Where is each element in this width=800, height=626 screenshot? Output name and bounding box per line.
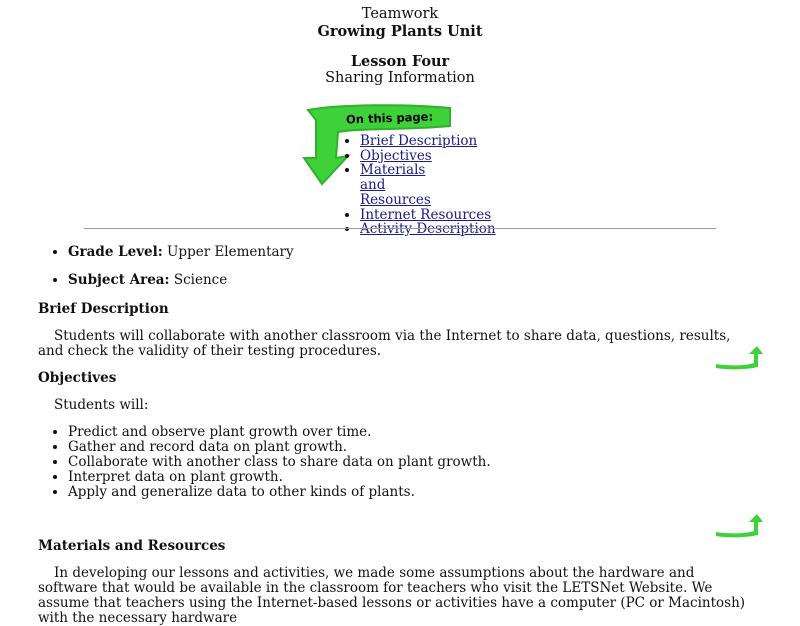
- back-to-top-arrow-icon[interactable]: [714, 344, 764, 370]
- toc-link-materials[interactable]: Materials and Resources: [360, 162, 431, 208]
- grade-level-item: [68, 244, 294, 261]
- series-title: Teamwork: [361, 6, 439, 22]
- objectives-heading: Objectives: [38, 370, 117, 386]
- toc-link-objectives[interactable]: Objectives: [360, 147, 432, 164]
- divider: [84, 228, 716, 229]
- list-item: • Interpret data on plant growth.: [68, 470, 491, 485]
- table-of-contents: [332, 134, 496, 237]
- list-item: • Apply and generalize data to other kinds of plants.: [68, 485, 491, 500]
- toc-link-internet-resources[interactable]: Internet Resources: [360, 206, 492, 223]
- materials-text: In developing our lessons and activities, we made some assumptions about the hardware and software that would be available in the classroom for teachers who visit the LETSNet Website. We assume that teachers using the Internet-based lessons or activities have a computer (PC or Macintosh) with the necessary hardware: [38, 565, 746, 626]
- toc-item: [360, 163, 448, 207]
- toc-item: [360, 208, 496, 223]
- grade-level-value: Upper Elementary: [167, 244, 294, 260]
- materials-heading: Materials and Resources: [38, 538, 226, 554]
- toc-link-activity-description[interactable]: Activity Description: [360, 221, 496, 238]
- lesson-title: Sharing Information: [325, 70, 475, 86]
- subject-area-label: Subject Area:: [68, 272, 170, 288]
- on-this-page-label: On this page:: [345, 109, 434, 127]
- list-item: • Predict and observe plant growth over time.: [68, 425, 491, 440]
- list-item: • Collaborate with another class to share data on plant growth.: [68, 455, 491, 470]
- back-to-top-arrow-icon[interactable]: [714, 512, 764, 538]
- brief-description-text: Students will collaborate with another classroom via the Internet to share data, questions, results, and check the validity of their testing procedures.: [38, 328, 731, 359]
- subject-area-value: Science: [173, 272, 228, 288]
- toc-item: [360, 149, 496, 164]
- objectives-intro: Students will:: [54, 397, 149, 413]
- lesson-meta-list: [38, 244, 294, 300]
- toc-link-brief-description[interactable]: Brief Description: [360, 133, 478, 149]
- subject-area-item: [68, 272, 294, 289]
- lesson-number: Lesson Four: [350, 53, 450, 70]
- unit-title: Growing Plants Unit: [317, 23, 483, 40]
- brief-description-heading: Brief Description: [38, 301, 169, 317]
- list-item: • Gather and record data on plant growth.: [68, 440, 491, 455]
- objectives-list: [38, 425, 491, 500]
- grade-level-label: Grade Level:: [68, 244, 163, 260]
- toc-item: [360, 222, 496, 237]
- page-header: [0, 6, 800, 87]
- toc-item: [360, 134, 496, 149]
